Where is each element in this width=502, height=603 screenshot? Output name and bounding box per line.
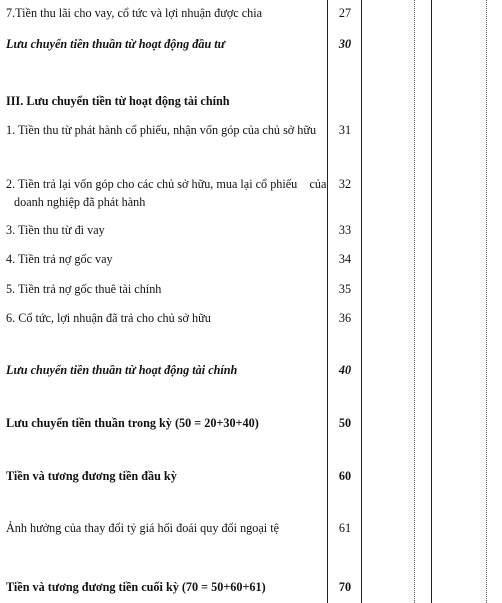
row-label: 1. Tiền thu từ phát hành cổ phiếu, nhận vốn góp của chủ sở hữu bbox=[6, 123, 317, 137]
row-code: 32 bbox=[338, 177, 352, 191]
row-label: 4. Tiền trả nợ gốc vay bbox=[6, 252, 113, 266]
row-label: Lưu chuyển tiền thuần trong kỳ (50 = 20+30+40) bbox=[6, 416, 259, 430]
row-code: 61 bbox=[338, 521, 352, 535]
row-label-line2: doanh nghiệp đã phát hành bbox=[14, 195, 146, 209]
row-label bbox=[6, 177, 328, 210]
row-code: 36 bbox=[338, 311, 352, 325]
row-label: 5. Tiền trả nợ gốc thuê tài chính bbox=[6, 282, 162, 296]
row-code: 30 bbox=[338, 37, 352, 51]
row-code: 27 bbox=[338, 6, 352, 20]
column-divider-label-code bbox=[327, 0, 328, 603]
row-code: 35 bbox=[338, 282, 352, 296]
row-label-line1: 2. Tiền trả lại vốn góp cho các chủ sở hữu, mua lại cổ phiếu của bbox=[6, 177, 327, 191]
row-label: Lưu chuyển tiền thuần từ hoạt động tài chính bbox=[6, 363, 238, 377]
row-code: 33 bbox=[338, 223, 352, 237]
section-heading: III. Lưu chuyển tiền từ hoạt động tài chính bbox=[6, 94, 230, 108]
row-code: 50 bbox=[338, 416, 352, 430]
row-label: 7.Tiền thu lãi cho vay, cổ tức và lợi nhuận được chia bbox=[6, 6, 263, 20]
row-label: Lưu chuyển tiền thuần từ hoạt động đầu tư bbox=[6, 37, 225, 51]
row-label: Ảnh hưởng của thay đổi tỷ giá hối đoái quy đổi ngoại tệ bbox=[6, 521, 280, 535]
row-label: Tiền và tương đương tiền đầu kỳ bbox=[6, 469, 177, 483]
row-code: 31 bbox=[338, 123, 352, 137]
row-label: 6. Cổ tức, lợi nhuận đã trả cho chủ sở hữu bbox=[6, 311, 211, 325]
column-divider-value-2 bbox=[431, 0, 432, 603]
row-label: Tiền và tương đương tiền cuối kỳ (70 = 50+60+61) bbox=[6, 580, 266, 594]
column-divider-value-3 bbox=[486, 0, 487, 603]
row-code: 40 bbox=[338, 363, 352, 377]
column-divider-value-1 bbox=[414, 0, 415, 603]
column-divider-code-value bbox=[361, 0, 362, 603]
row-label: 3. Tiền thu từ đi vay bbox=[6, 223, 105, 237]
row-code: 34 bbox=[338, 252, 352, 266]
row-code: 60 bbox=[338, 469, 352, 483]
row-code: 70 bbox=[338, 580, 352, 594]
